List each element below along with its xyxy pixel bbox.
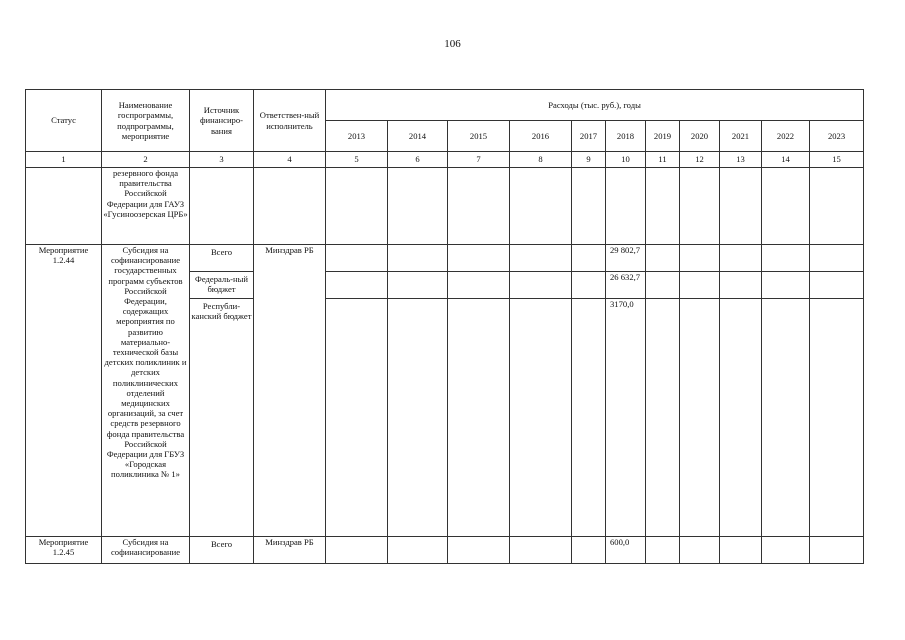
- source-cell: Всего: [190, 245, 254, 272]
- header-year: 2016: [510, 121, 572, 152]
- value-cell: [810, 272, 864, 299]
- source-cell: Республи-канский бюджет: [190, 299, 254, 537]
- value-cell: [510, 168, 572, 245]
- value-cell: [510, 272, 572, 299]
- header-expenses: Расходы (тыс. руб.), годы: [326, 90, 864, 121]
- value-cell: [448, 168, 510, 245]
- value-cell: [572, 245, 606, 272]
- column-number: 12: [680, 152, 720, 168]
- value-cell: [326, 299, 388, 537]
- value-cell: [646, 245, 680, 272]
- value-cell: [572, 168, 606, 245]
- value-cell: [810, 537, 864, 564]
- header-year: 2015: [448, 121, 510, 152]
- responsible-cell: [254, 168, 326, 245]
- source-cell: [190, 168, 254, 245]
- value-cell: [606, 168, 646, 245]
- value-cell: [326, 245, 388, 272]
- value-cell: [388, 168, 448, 245]
- header-source: Источник финансиро-вания: [190, 90, 254, 152]
- value-cell: [720, 299, 762, 537]
- column-number: 5: [326, 152, 388, 168]
- column-number: 9: [572, 152, 606, 168]
- column-number-row: [26, 152, 864, 168]
- header-year: 2013: [326, 121, 388, 152]
- value-cell: [326, 168, 388, 245]
- value-cell: [326, 272, 388, 299]
- value-cell: [572, 299, 606, 537]
- value-cell: [388, 299, 448, 537]
- column-number: 7: [448, 152, 510, 168]
- value-cell: [680, 537, 720, 564]
- value-2018-cell: 26 632,7: [606, 272, 646, 299]
- table-row: [26, 245, 864, 272]
- value-cell: [762, 272, 810, 299]
- value-cell: [388, 272, 448, 299]
- header-year: 2020: [680, 121, 720, 152]
- value-cell: [572, 537, 606, 564]
- value-cell: [720, 537, 762, 564]
- value-cell: [810, 245, 864, 272]
- column-number: 4: [254, 152, 326, 168]
- header-year: 2019: [646, 121, 680, 152]
- measure-name-cell: Субсидия на софинансирование государственных программ субъектов Российской Федерации, содержащих мероприятия по развитию материально-технической базы детских поликлиник и детских поликлинических отделений медицинских организаций, за счет средств резервного фонда правительства Российской Федерации для ГБУЗ «Городская поликлиника № 1»: [102, 245, 190, 537]
- header-year: 2017: [572, 121, 606, 152]
- source-cell: Всего: [190, 537, 254, 564]
- value-cell: [720, 168, 762, 245]
- value-cell: [510, 245, 572, 272]
- table-row: [26, 168, 864, 245]
- column-number: 6: [388, 152, 448, 168]
- value-cell: [646, 272, 680, 299]
- column-number: 8: [510, 152, 572, 168]
- value-cell: [810, 168, 864, 245]
- column-number: 11: [646, 152, 680, 168]
- page-number: 106: [444, 38, 461, 50]
- column-number: 13: [720, 152, 762, 168]
- value-cell: [762, 245, 810, 272]
- header-year: 2014: [388, 121, 448, 152]
- header-year: 2018: [606, 121, 646, 152]
- value-cell: [448, 272, 510, 299]
- budget-table: [25, 89, 864, 564]
- status-cell: Мероприятие 1.2.45: [26, 537, 102, 564]
- source-cell: Федераль-ный бюджет: [190, 272, 254, 299]
- value-cell: [646, 168, 680, 245]
- value-cell: [448, 537, 510, 564]
- value-cell: [762, 168, 810, 245]
- header-year: 2021: [720, 121, 762, 152]
- value-cell: [646, 299, 680, 537]
- responsible-cell: Минздрав РБ: [254, 537, 326, 564]
- value-cell: [720, 245, 762, 272]
- status-cell: [26, 168, 102, 245]
- value-cell: [680, 168, 720, 245]
- header-year: 2022: [762, 121, 810, 152]
- header-name: Наименование госпрограммы, подпрограммы, мероприятие: [102, 90, 190, 152]
- value-cell: [680, 272, 720, 299]
- column-number: 3: [190, 152, 254, 168]
- measure-name-cell: Субсидия на софинансирование: [102, 537, 190, 564]
- value-cell: [720, 272, 762, 299]
- value-cell: [448, 245, 510, 272]
- value-cell: [510, 537, 572, 564]
- value-cell: [388, 245, 448, 272]
- value-cell: [326, 537, 388, 564]
- value-cell: [646, 537, 680, 564]
- value-cell: [680, 299, 720, 537]
- column-number: 10: [606, 152, 646, 168]
- value-2018-cell: 600,0: [606, 537, 646, 564]
- column-number: 14: [762, 152, 810, 168]
- column-number: 15: [810, 152, 864, 168]
- value-2018-cell: 3170,0: [606, 299, 646, 537]
- measure-name-cell: резервного фонда правительства Российской Федерации для ГАУЗ «Гусиноозерская ЦРБ»: [102, 168, 190, 245]
- header-responsible: Ответствен-ный исполнитель: [254, 90, 326, 152]
- value-cell: [448, 299, 510, 537]
- value-cell: [388, 537, 448, 564]
- value-cell: [810, 299, 864, 537]
- value-cell: [510, 299, 572, 537]
- header-row: [26, 90, 864, 121]
- column-number: 1: [26, 152, 102, 168]
- value-cell: [572, 272, 606, 299]
- value-2018-cell: 29 802,7: [606, 245, 646, 272]
- value-cell: [680, 245, 720, 272]
- responsible-cell: Минздрав РБ: [254, 245, 326, 537]
- status-cell: Мероприятие 1.2.44: [26, 245, 102, 537]
- value-cell: [762, 299, 810, 537]
- value-cell: [762, 537, 810, 564]
- table-row: [26, 537, 864, 564]
- column-number: 2: [102, 152, 190, 168]
- header-year: 2023: [810, 121, 864, 152]
- header-status: Статус: [26, 90, 102, 152]
